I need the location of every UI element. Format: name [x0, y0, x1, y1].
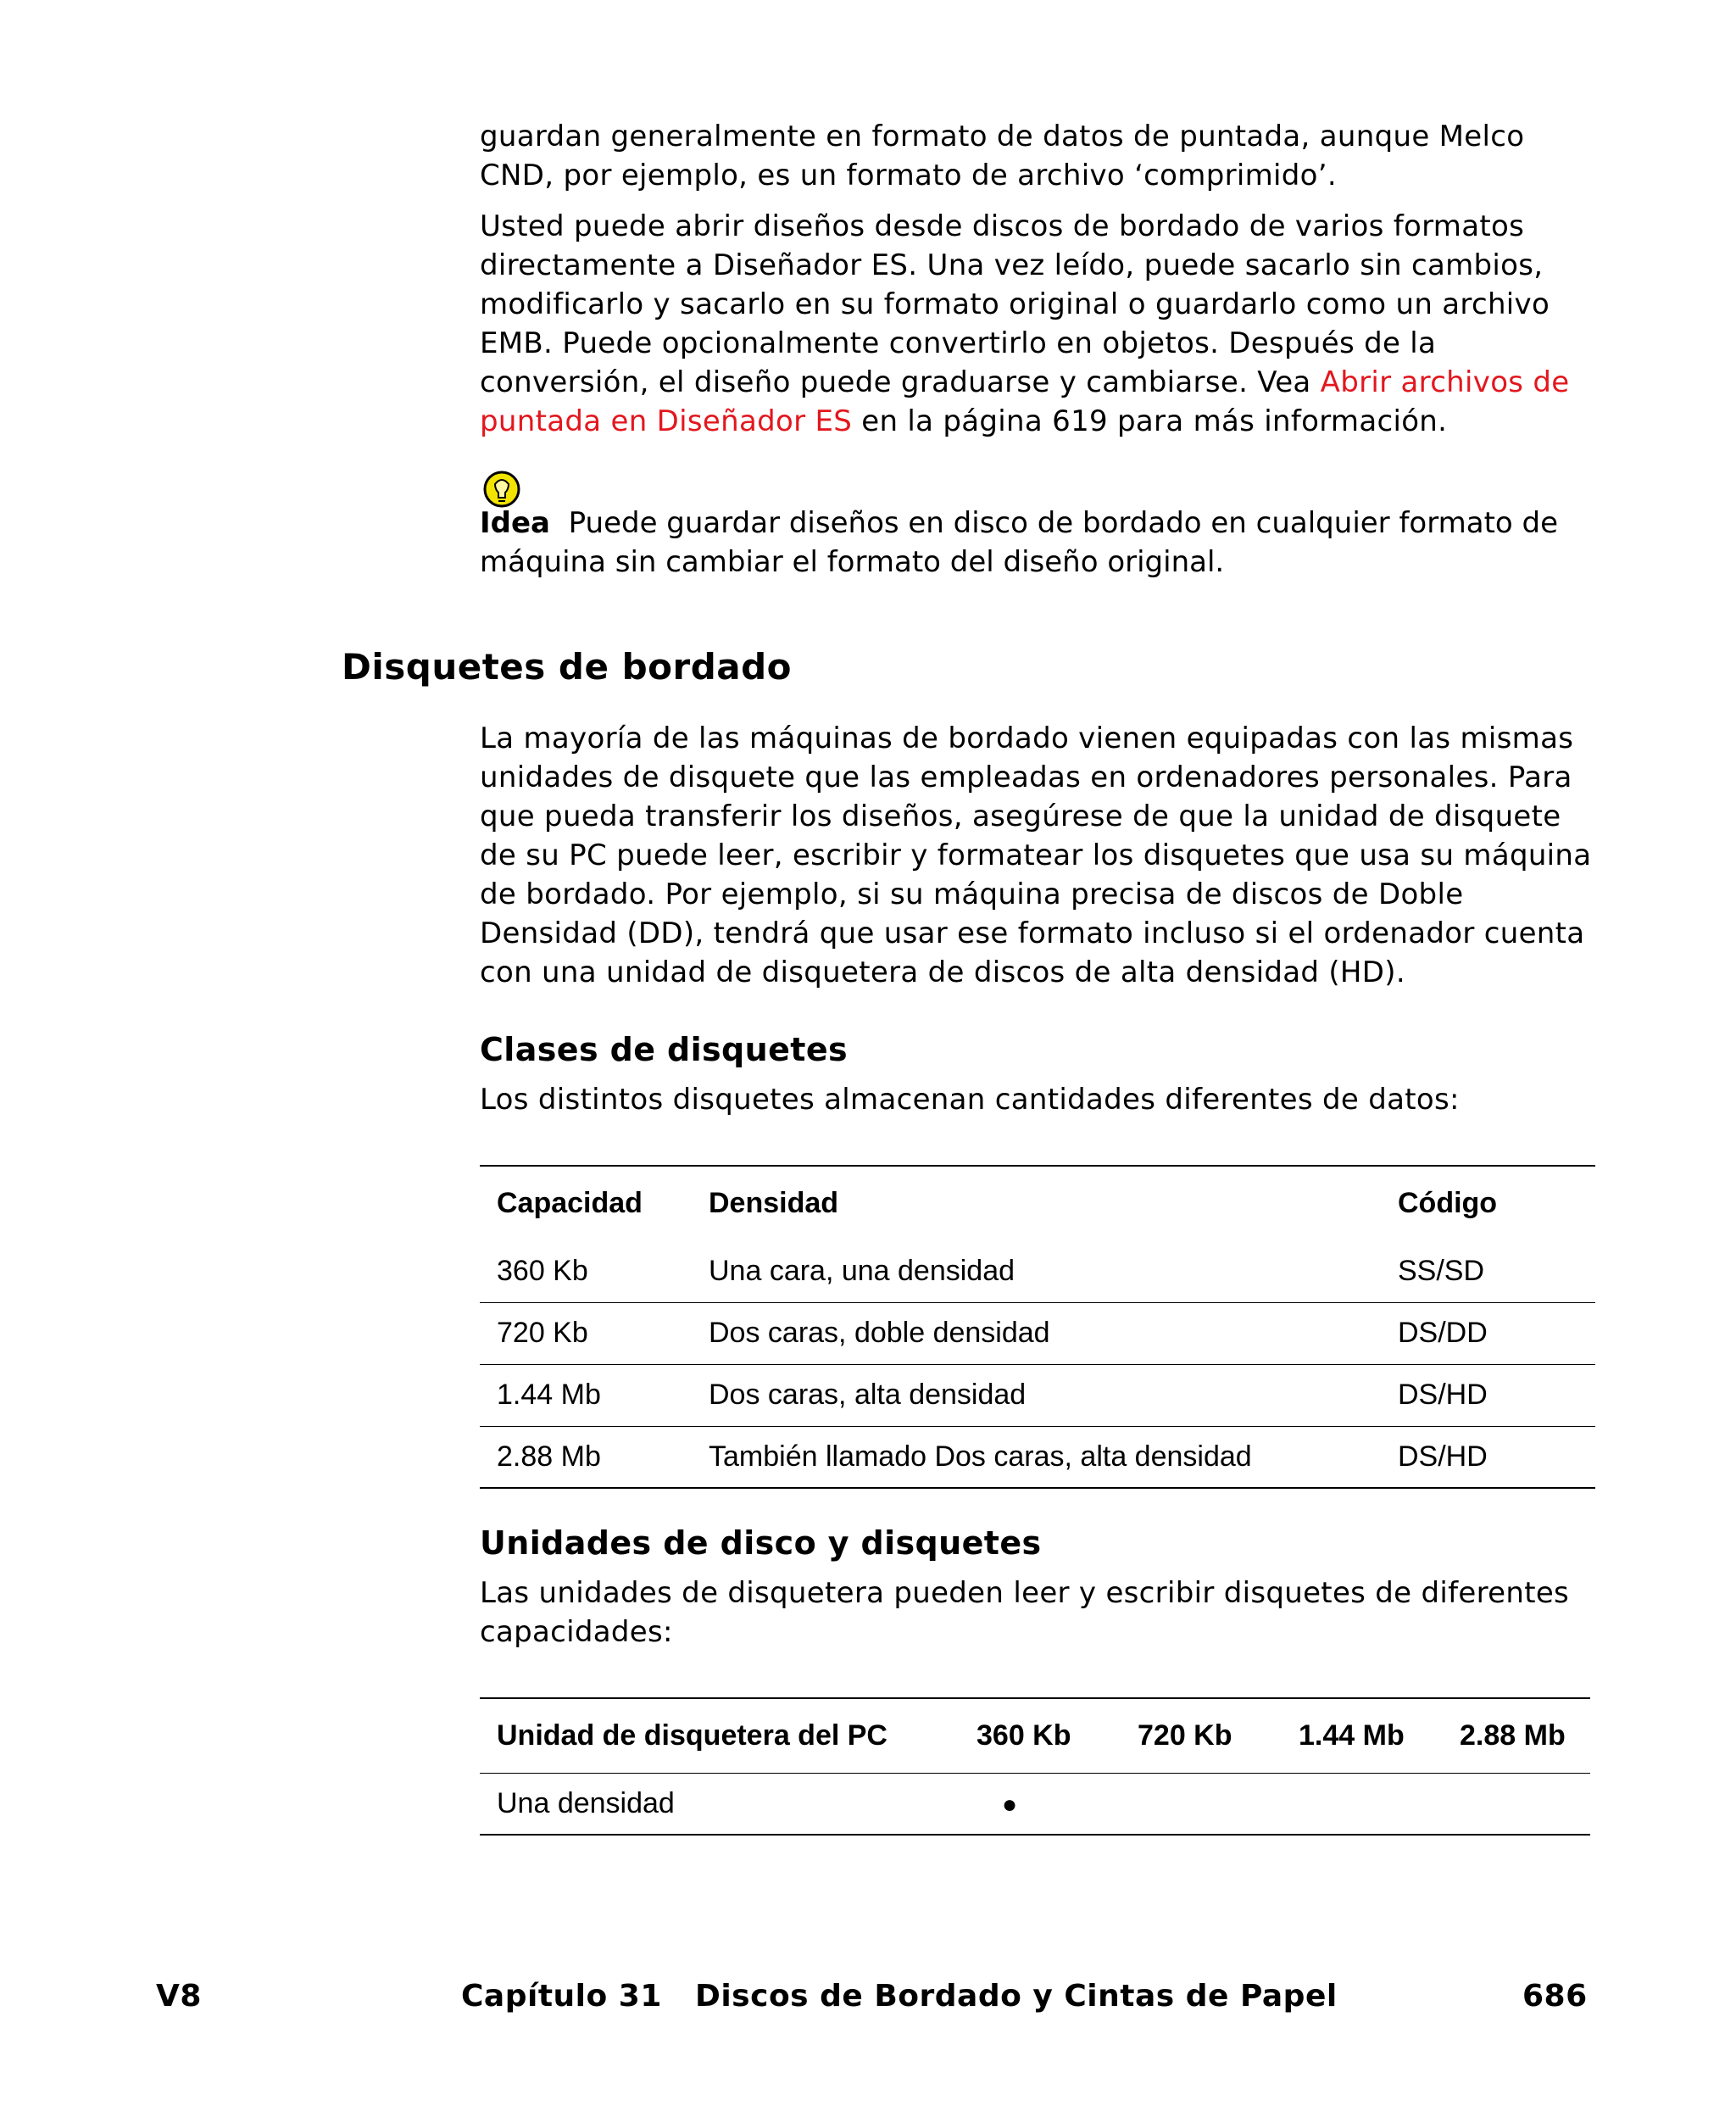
column-header: Capacidad — [497, 1187, 643, 1219]
table-cell — [960, 1773, 1121, 1835]
table-cell: DS/HD — [1398, 1379, 1488, 1411]
column-header: Código — [1398, 1187, 1498, 1219]
cross-reference-link[interactable]: Abrir archivos de puntada en Diseñador ES — [480, 365, 1570, 438]
disk-types-table — [480, 1165, 1595, 1489]
table-cell — [1121, 1773, 1282, 1835]
table-cell: Una densidad — [497, 1786, 675, 1819]
table-cell: 360 Kb — [497, 1254, 588, 1287]
table-cell — [1282, 1773, 1443, 1835]
table-cell — [1443, 1773, 1590, 1835]
table-cell: 1.44 Mb — [497, 1379, 601, 1411]
subsection-1-paragraph: Los distintos disquetes almacenan cantidades diferentes de datos: — [480, 1083, 1460, 1117]
subsection-2-heading: Unidades de disco y disquetes — [480, 1524, 1042, 1562]
footer-version: V8 — [156, 1979, 202, 2014]
subsection-1-heading: Clases de disquetes — [480, 1031, 849, 1068]
table-row — [480, 1240, 1595, 1302]
table-cell: Dos caras, alta densidad — [709, 1379, 1027, 1411]
intro-block — [480, 117, 1599, 453]
column-header: 1.44 Mb — [1299, 1719, 1405, 1752]
section-body — [480, 719, 1599, 1004]
intro-paragraph-2-text: Usted puede abrir diseños desde discos de bordado de varios formatos directamente a Diseñador ES. Una vez leído, puede sacarlo sin cambios, modificarlo y sacarlo en su formato original o guardarlo como un archivo EMB. Puede opcionalmente convertirlo en objetos. Después de la conversión, el diseño puede graduarse y cambiarse. Vea — [480, 209, 1550, 399]
tip-label: Idea — [480, 506, 550, 540]
table-cell: SS/SD — [1398, 1254, 1485, 1287]
tip-block — [480, 504, 1599, 582]
footer-page-number: 686 — [1522, 1979, 1588, 2014]
table-row — [480, 1426, 1595, 1488]
table-cell: DS/HD — [1398, 1440, 1488, 1473]
table-cell: Una cara, una densidad — [709, 1254, 1015, 1287]
table-cell: 2.88 Mb — [497, 1440, 601, 1473]
table-cell: Dos caras, doble densidad — [709, 1317, 1050, 1349]
subsection-2-paragraph: Las unidades de disquetera pueden leer y escribir disquetes de diferentes capacidades: — [480, 1576, 1570, 1649]
section-paragraph: La mayoría de las máquinas de bordado vienen equipadas con las mismas unidades de disquete que las empleadas en ordenadores personales. Para que pueda transferir los diseños, asegúrese de que la unidad de disquete de su PC puede leer, escribir y formatear los disquetes que usa su máquina de bordado. Por ejemplo, si su máquina precisa de discos de Doble Densidad (DD), tendrá que usar ese formato incluso si el ordenador cuenta con una unidad de disquetera de discos de alta densidad (HD). — [480, 721, 1592, 989]
table-header-row — [480, 1698, 1590, 1773]
intro-paragraph-2-tail: en la página 619 para más información. — [852, 404, 1448, 438]
column-header: Unidad de disquetera del PC — [497, 1719, 887, 1752]
subsection-1 — [480, 1031, 1599, 1131]
table-cell: También llamado Dos caras, alta densidad — [709, 1440, 1252, 1473]
table-row — [480, 1773, 1590, 1835]
drive-compatibility-table — [480, 1697, 1590, 1836]
column-header: 360 Kb — [976, 1719, 1071, 1752]
table-row — [480, 1364, 1595, 1426]
column-header: 720 Kb — [1138, 1719, 1232, 1752]
section-heading: Disquetes de bordado — [342, 646, 793, 688]
tip-text: Puede guardar diseños en disco de bordado en cualquier formato de máquina sin cambiar el formato del diseño original. — [480, 506, 1559, 579]
subsection-2 — [480, 1524, 1599, 1663]
intro-paragraph-1: guardan generalmente en formato de datos de puntada, aunque Melco CND, por ejemplo, es un formato de archivo ‘comprimido’. — [480, 120, 1525, 192]
compatibility-dot: ● — [1002, 1790, 1018, 1819]
footer-chapter: Capítulo 31 Discos de Bordado y Cintas de Papel — [461, 1979, 1338, 2014]
intro-paragraph-2 — [480, 207, 1599, 441]
column-header: 2.88 Mb — [1460, 1719, 1566, 1752]
table-header-row — [480, 1166, 1595, 1240]
column-header: Densidad — [709, 1187, 839, 1219]
table-cell: DS/DD — [1398, 1317, 1488, 1349]
table-cell: 720 Kb — [497, 1317, 588, 1349]
table-row — [480, 1302, 1595, 1364]
